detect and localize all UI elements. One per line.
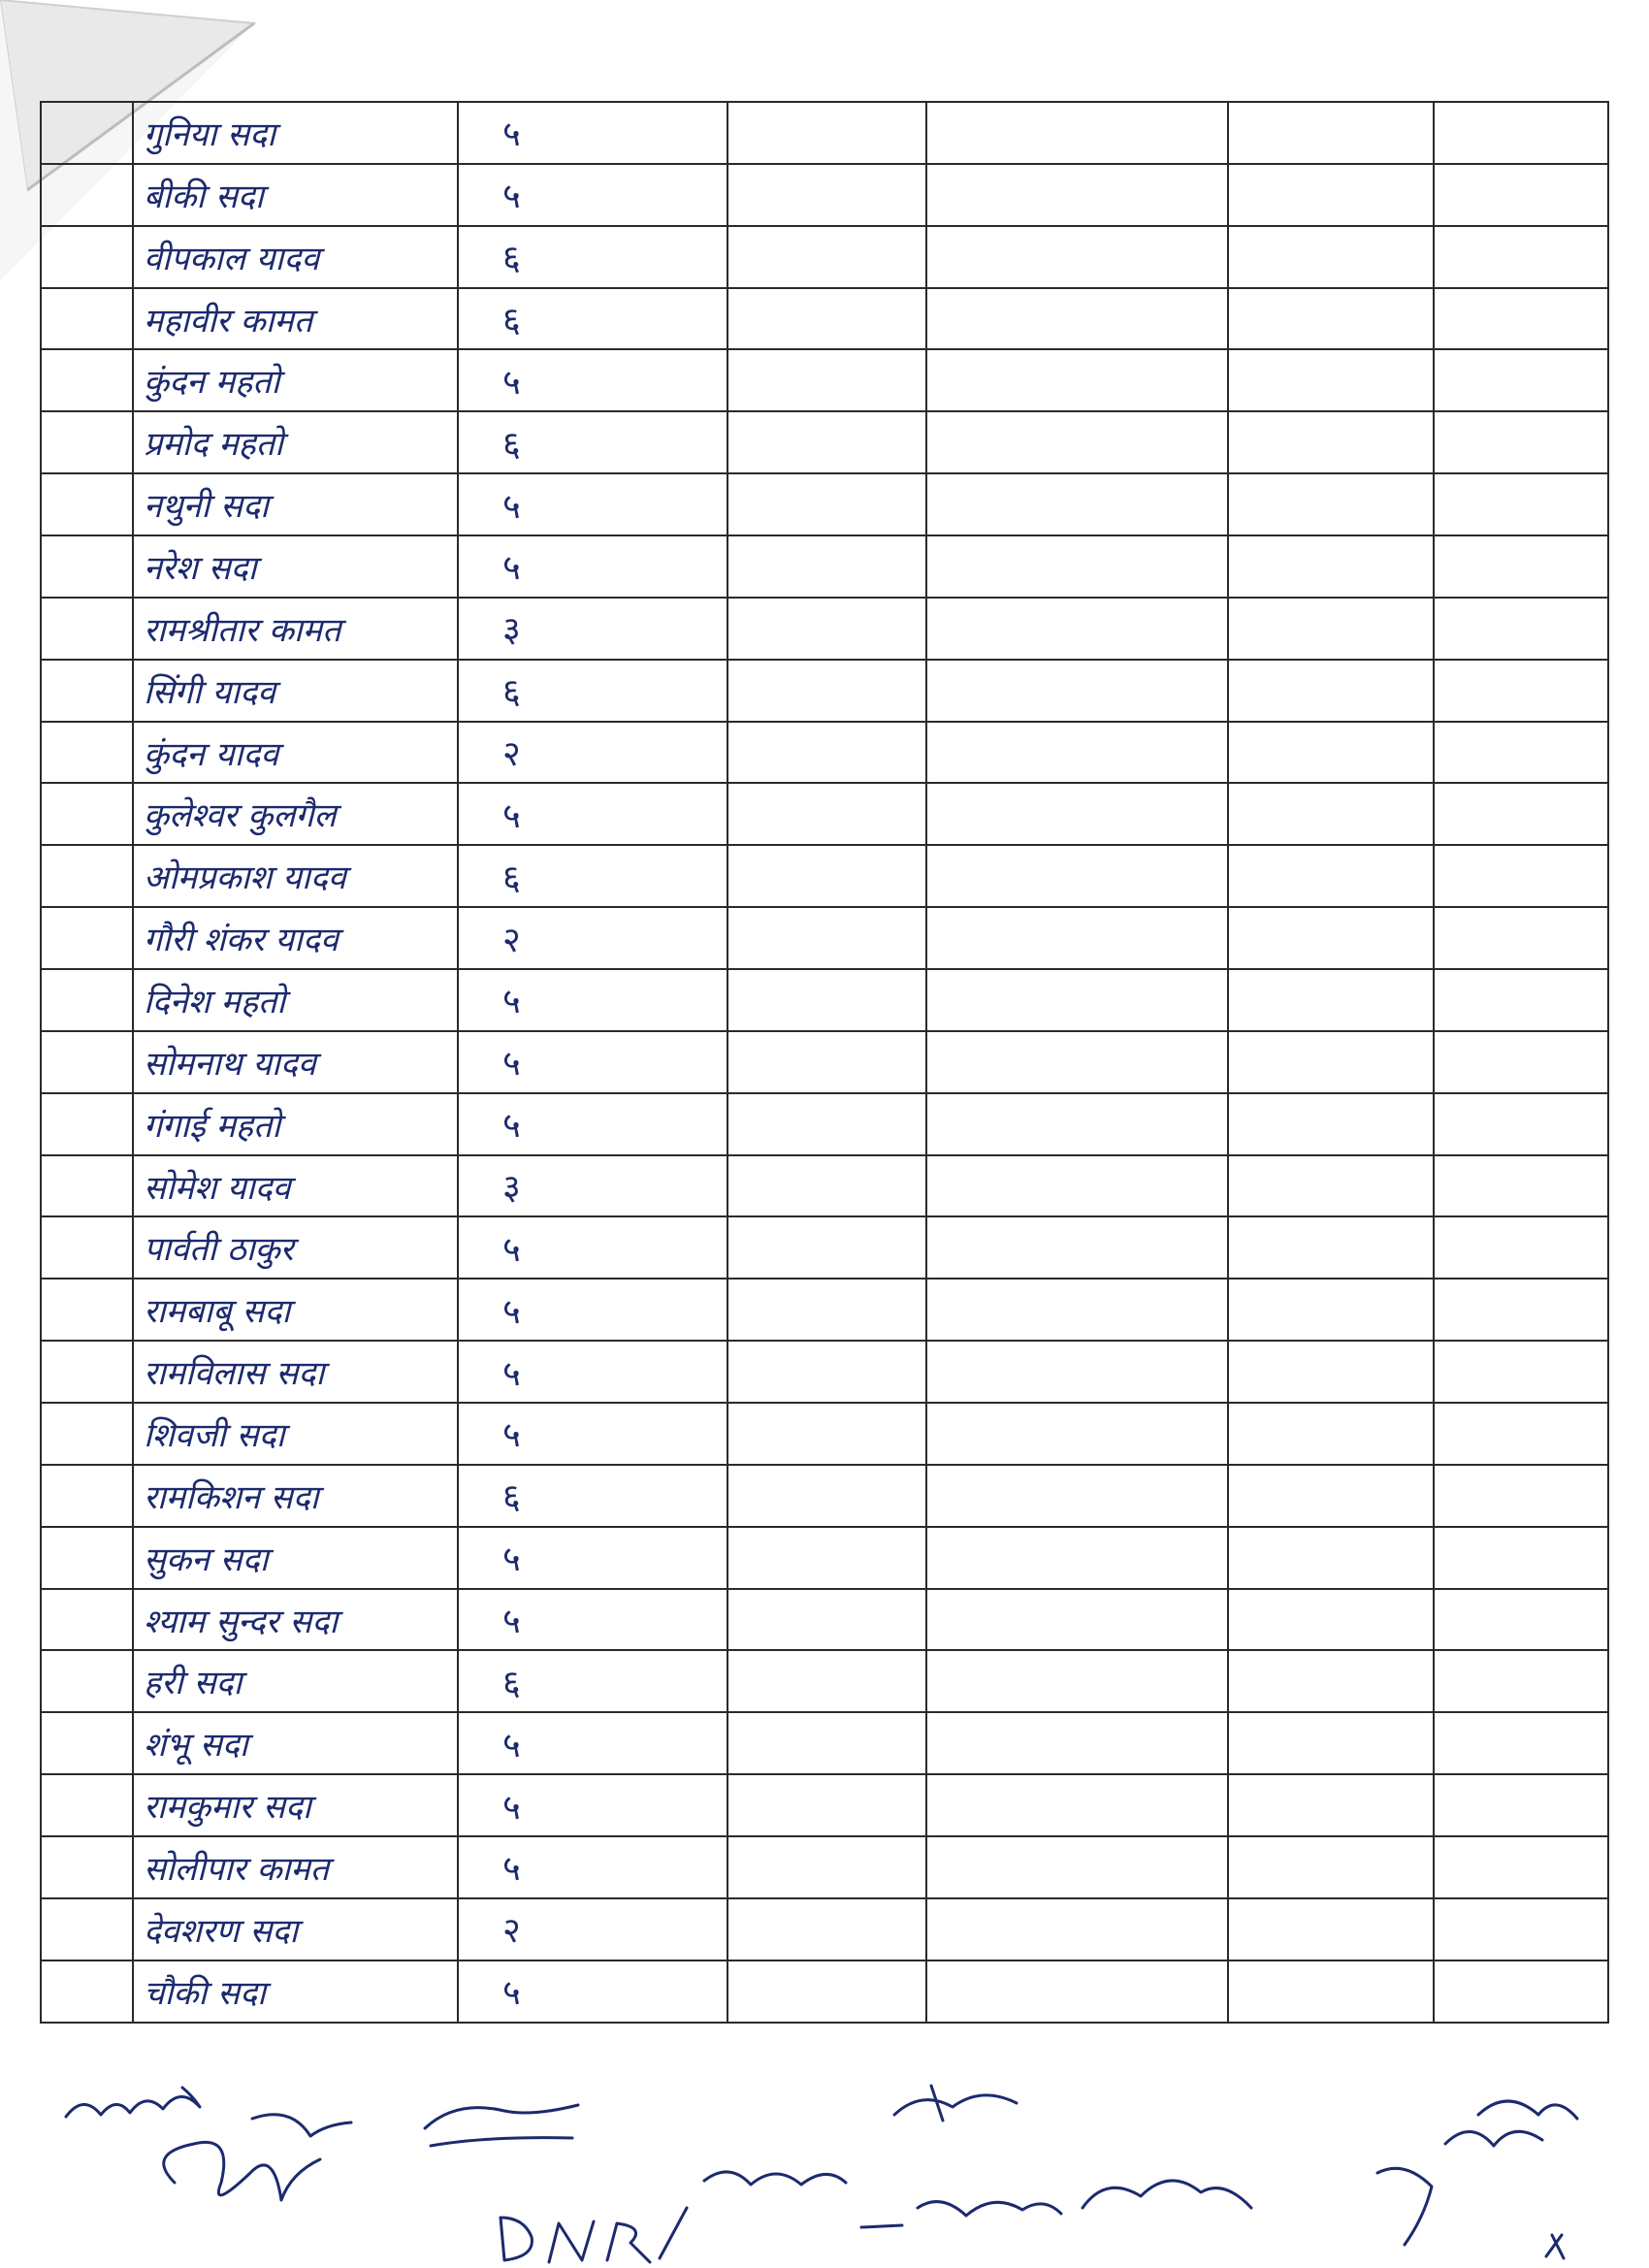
table-row xyxy=(41,1155,1608,1217)
empty-cell xyxy=(41,907,133,969)
table-row xyxy=(41,1093,1608,1155)
table-row xyxy=(41,535,1608,598)
empty-cell xyxy=(1228,411,1434,473)
table-row xyxy=(41,1527,1608,1589)
signature-area xyxy=(0,2037,1649,2268)
empty-cell xyxy=(41,1093,133,1155)
empty-cell xyxy=(926,845,1228,907)
count-cell: ५ xyxy=(458,1712,728,1774)
empty-cell xyxy=(926,1279,1228,1341)
table-row xyxy=(41,1898,1608,1960)
table-row xyxy=(41,164,1608,226)
count-cell: ५ xyxy=(458,1093,728,1155)
empty-cell xyxy=(1228,1650,1434,1712)
name-cell: दिनेश महतो xyxy=(133,969,458,1031)
empty-cell xyxy=(1434,1465,1608,1527)
table-row xyxy=(41,1836,1608,1898)
signature-1 xyxy=(66,2088,200,2117)
empty-cell xyxy=(728,1898,926,1960)
count-cell: ५ xyxy=(458,1279,728,1341)
table-row xyxy=(41,969,1608,1031)
name-cell: गंगाई महतो xyxy=(133,1093,458,1155)
empty-cell xyxy=(728,1279,926,1341)
empty-cell xyxy=(1434,1589,1608,1651)
count-cell: ५ xyxy=(458,349,728,411)
empty-cell xyxy=(728,535,926,598)
empty-cell xyxy=(926,660,1228,722)
empty-cell xyxy=(1228,164,1434,226)
empty-cell xyxy=(728,349,926,411)
empty-cell xyxy=(926,1960,1228,2023)
empty-cell xyxy=(1434,1279,1608,1341)
empty-cell xyxy=(926,1836,1228,1898)
empty-cell xyxy=(728,1650,926,1712)
empty-cell xyxy=(728,969,926,1031)
empty-cell xyxy=(41,1589,133,1651)
empty-cell xyxy=(1434,660,1608,722)
empty-cell xyxy=(1228,1279,1434,1341)
empty-cell xyxy=(1228,1836,1434,1898)
empty-cell xyxy=(926,1341,1228,1403)
empty-cell xyxy=(41,1216,133,1279)
empty-cell xyxy=(1228,1155,1434,1217)
empty-cell xyxy=(1434,1093,1608,1155)
empty-cell xyxy=(926,1216,1228,1279)
name-cell: महावीर कामत xyxy=(133,288,458,350)
empty-cell xyxy=(728,1031,926,1093)
empty-cell xyxy=(926,598,1228,660)
empty-cell xyxy=(728,288,926,350)
empty-cell xyxy=(1434,226,1608,288)
count-cell: ५ xyxy=(458,1960,728,2023)
count-cell: २ xyxy=(458,907,728,969)
empty-cell xyxy=(728,1712,926,1774)
count-cell: ६ xyxy=(458,845,728,907)
name-cell: देवशरण सदा xyxy=(133,1898,458,1960)
empty-cell xyxy=(1434,722,1608,784)
empty-cell xyxy=(41,845,133,907)
signature-3 xyxy=(425,2105,578,2146)
table-row xyxy=(41,1465,1608,1527)
empty-cell xyxy=(1434,1527,1608,1589)
empty-cell xyxy=(1434,411,1608,473)
name-cell: शिवजी सदा xyxy=(133,1403,458,1465)
signature-5 xyxy=(704,2172,846,2185)
empty-cell xyxy=(41,288,133,350)
table-row xyxy=(41,1341,1608,1403)
empty-cell xyxy=(1228,1898,1434,1960)
name-cell: रामबाबू सदा xyxy=(133,1279,458,1341)
name-cell: बीकी सदा xyxy=(133,164,458,226)
empty-cell xyxy=(926,102,1228,164)
empty-cell xyxy=(1228,473,1434,535)
empty-cell xyxy=(926,1155,1228,1217)
empty-cell xyxy=(728,845,926,907)
table-row xyxy=(41,288,1608,350)
name-cell: रामश्रीतार कामत xyxy=(133,598,458,660)
empty-cell xyxy=(1228,598,1434,660)
name-cell: रामकिशन सदा xyxy=(133,1465,458,1527)
empty-cell xyxy=(1434,1774,1608,1836)
empty-cell xyxy=(41,1650,133,1712)
empty-cell xyxy=(728,1155,926,1217)
empty-cell xyxy=(41,1712,133,1774)
empty-cell xyxy=(926,288,1228,350)
count-cell: ५ xyxy=(458,1341,728,1403)
empty-cell xyxy=(1434,1155,1608,1217)
empty-cell xyxy=(728,473,926,535)
empty-cell xyxy=(926,1031,1228,1093)
count-cell: ५ xyxy=(458,1031,728,1093)
name-cell: सोमेश यादव xyxy=(133,1155,458,1217)
empty-cell xyxy=(728,1960,926,2023)
count-cell: ५ xyxy=(458,164,728,226)
empty-cell xyxy=(926,1465,1228,1527)
table-row xyxy=(41,598,1608,660)
empty-cell xyxy=(728,1216,926,1279)
count-cell: ५ xyxy=(458,473,728,535)
empty-cell xyxy=(926,1527,1228,1589)
name-cell: कुलेश्वर कुलगैल xyxy=(133,783,458,845)
empty-cell xyxy=(1228,1527,1434,1589)
table-row xyxy=(41,1031,1608,1093)
table-row xyxy=(41,1774,1608,1836)
table-row xyxy=(41,1216,1608,1279)
empty-cell xyxy=(41,1279,133,1341)
empty-cell xyxy=(926,1774,1228,1836)
empty-cell xyxy=(41,411,133,473)
empty-cell xyxy=(728,226,926,288)
empty-cell xyxy=(926,164,1228,226)
empty-cell xyxy=(728,1836,926,1898)
empty-cell xyxy=(926,1093,1228,1155)
empty-cell xyxy=(1434,1898,1608,1960)
empty-cell xyxy=(728,1774,926,1836)
empty-cell xyxy=(1228,783,1434,845)
empty-cell xyxy=(1228,1589,1434,1651)
empty-cell xyxy=(41,1836,133,1898)
empty-cell xyxy=(41,969,133,1031)
empty-cell xyxy=(41,226,133,288)
table-row xyxy=(41,660,1608,722)
count-cell: ६ xyxy=(458,1650,728,1712)
empty-cell xyxy=(926,349,1228,411)
empty-cell xyxy=(1434,473,1608,535)
name-cell: कुंदन महतो xyxy=(133,349,458,411)
count-cell: ५ xyxy=(458,1836,728,1898)
table-row xyxy=(41,783,1608,845)
empty-cell xyxy=(1228,349,1434,411)
table-row xyxy=(41,1712,1608,1774)
name-cell: श्याम सुन्दर सदा xyxy=(133,1589,458,1651)
empty-cell xyxy=(728,783,926,845)
signature-10 xyxy=(1546,2235,1564,2258)
count-cell: ५ xyxy=(458,783,728,845)
name-cell: कुंदन यादव xyxy=(133,722,458,784)
empty-cell xyxy=(1228,1465,1434,1527)
name-cell: गुनिया सदा xyxy=(133,102,458,164)
empty-cell xyxy=(1434,164,1608,226)
name-cell: शंभू सदा xyxy=(133,1712,458,1774)
empty-cell xyxy=(728,1093,926,1155)
count-cell: ६ xyxy=(458,288,728,350)
empty-cell xyxy=(1434,1341,1608,1403)
empty-cell xyxy=(1228,1031,1434,1093)
name-cell: चौकी सदा xyxy=(133,1960,458,2023)
empty-cell xyxy=(1434,1216,1608,1279)
empty-cell xyxy=(1434,1031,1608,1093)
empty-cell xyxy=(1434,288,1608,350)
signature-6 xyxy=(894,2086,1017,2121)
table-row xyxy=(41,411,1608,473)
empty-cell xyxy=(1228,1403,1434,1465)
count-cell: ३ xyxy=(458,598,728,660)
table-row xyxy=(41,907,1608,969)
signature-2 xyxy=(164,2115,351,2200)
table-row xyxy=(41,1589,1608,1651)
name-cell: रामविलास सदा xyxy=(133,1341,458,1403)
signature-9 xyxy=(1377,2101,1577,2245)
count-cell: ५ xyxy=(458,1527,728,1589)
empty-cell xyxy=(41,722,133,784)
table-row xyxy=(41,1403,1608,1465)
empty-cell xyxy=(1228,1712,1434,1774)
table-row xyxy=(41,845,1608,907)
count-cell: ५ xyxy=(458,969,728,1031)
empty-cell xyxy=(1228,1341,1434,1403)
count-cell: ५ xyxy=(458,1589,728,1651)
empty-cell xyxy=(1434,1836,1608,1898)
count-cell: ५ xyxy=(458,535,728,598)
name-cell: रामकुमार सदा xyxy=(133,1774,458,1836)
empty-cell xyxy=(41,535,133,598)
empty-cell xyxy=(41,660,133,722)
empty-cell xyxy=(1228,226,1434,288)
empty-cell xyxy=(728,164,926,226)
empty-cell xyxy=(41,598,133,660)
empty-cell xyxy=(41,473,133,535)
name-cell: पार्वती ठाकुर xyxy=(133,1216,458,1279)
empty-cell xyxy=(41,1031,133,1093)
empty-cell xyxy=(41,1465,133,1527)
empty-cell xyxy=(1228,1774,1434,1836)
count-cell: २ xyxy=(458,1898,728,1960)
empty-cell xyxy=(1228,722,1434,784)
table-row xyxy=(41,102,1608,164)
empty-cell xyxy=(926,1589,1228,1651)
signature-8 xyxy=(1083,2181,1251,2208)
empty-cell xyxy=(728,660,926,722)
table-row xyxy=(41,349,1608,411)
empty-cell xyxy=(1228,1093,1434,1155)
empty-cell xyxy=(728,1527,926,1589)
empty-cell xyxy=(728,598,926,660)
count-cell: ६ xyxy=(458,226,728,288)
empty-cell xyxy=(1228,969,1434,1031)
empty-cell xyxy=(926,907,1228,969)
count-cell: ६ xyxy=(458,1465,728,1527)
empty-cell xyxy=(926,473,1228,535)
empty-cell xyxy=(1228,288,1434,350)
name-cell: सोलीपार कामत xyxy=(133,1836,458,1898)
empty-cell xyxy=(1228,102,1434,164)
empty-cell xyxy=(926,535,1228,598)
empty-cell xyxy=(926,1898,1228,1960)
empty-cell xyxy=(728,1465,926,1527)
empty-cell xyxy=(926,783,1228,845)
table-row xyxy=(41,1960,1608,2023)
empty-cell xyxy=(41,1774,133,1836)
empty-cell xyxy=(41,102,133,164)
name-cell: सोमनाथ यादव xyxy=(133,1031,458,1093)
empty-cell xyxy=(728,411,926,473)
empty-cell xyxy=(41,1341,133,1403)
empty-cell xyxy=(41,1898,133,1960)
count-cell: ५ xyxy=(458,102,728,164)
empty-cell xyxy=(1228,1216,1434,1279)
empty-cell xyxy=(728,1341,926,1403)
empty-cell xyxy=(1434,535,1608,598)
count-cell: ३ xyxy=(458,1155,728,1217)
name-cell: नथुनी सदा xyxy=(133,473,458,535)
empty-cell xyxy=(41,1960,133,2023)
empty-cell xyxy=(1228,660,1434,722)
empty-cell xyxy=(41,164,133,226)
table-row xyxy=(41,226,1608,288)
count-cell: ५ xyxy=(458,1403,728,1465)
empty-cell xyxy=(1434,1650,1608,1712)
table-row xyxy=(41,722,1608,784)
register-table xyxy=(40,101,1609,2024)
count-cell: ६ xyxy=(458,660,728,722)
empty-cell xyxy=(926,1650,1228,1712)
empty-cell xyxy=(1434,102,1608,164)
name-cell: हरी सदा xyxy=(133,1650,458,1712)
name-cell: गौरी शंकर यादव xyxy=(133,907,458,969)
name-cell: सिंगी यादव xyxy=(133,660,458,722)
name-cell: प्रमोद महतो xyxy=(133,411,458,473)
empty-cell xyxy=(1228,1960,1434,2023)
empty-cell xyxy=(41,349,133,411)
empty-cell xyxy=(1434,845,1608,907)
name-cell: सुकन सदा xyxy=(133,1527,458,1589)
table-row xyxy=(41,473,1608,535)
name-cell: नरेश सदा xyxy=(133,535,458,598)
signature-4 xyxy=(501,2208,687,2262)
empty-cell xyxy=(1434,1403,1608,1465)
empty-cell xyxy=(41,1155,133,1217)
empty-cell xyxy=(1228,907,1434,969)
empty-cell xyxy=(1434,349,1608,411)
table-row xyxy=(41,1650,1608,1712)
empty-cell xyxy=(926,1403,1228,1465)
empty-cell xyxy=(1228,845,1434,907)
empty-cell xyxy=(1434,1960,1608,2023)
empty-cell xyxy=(926,411,1228,473)
empty-cell xyxy=(1434,783,1608,845)
empty-cell xyxy=(926,1712,1228,1774)
empty-cell xyxy=(41,1403,133,1465)
table-row xyxy=(41,1279,1608,1341)
empty-cell xyxy=(728,907,926,969)
empty-cell xyxy=(1434,598,1608,660)
empty-cell xyxy=(1434,969,1608,1031)
name-cell: ओमप्रकाश यादव xyxy=(133,845,458,907)
count-cell: २ xyxy=(458,722,728,784)
empty-cell xyxy=(728,1403,926,1465)
empty-cell xyxy=(926,969,1228,1031)
name-cell: वीपकाल यादव xyxy=(133,226,458,288)
empty-cell xyxy=(728,102,926,164)
empty-cell xyxy=(41,783,133,845)
empty-cell xyxy=(1434,1712,1608,1774)
signature-7 xyxy=(861,2202,1061,2227)
count-cell: ५ xyxy=(458,1774,728,1836)
empty-cell xyxy=(926,722,1228,784)
count-cell: ६ xyxy=(458,411,728,473)
empty-cell xyxy=(1434,907,1608,969)
empty-cell xyxy=(926,226,1228,288)
count-cell: ५ xyxy=(458,1216,728,1279)
empty-cell xyxy=(728,722,926,784)
empty-cell xyxy=(1228,535,1434,598)
empty-cell xyxy=(728,1589,926,1651)
empty-cell xyxy=(41,1527,133,1589)
